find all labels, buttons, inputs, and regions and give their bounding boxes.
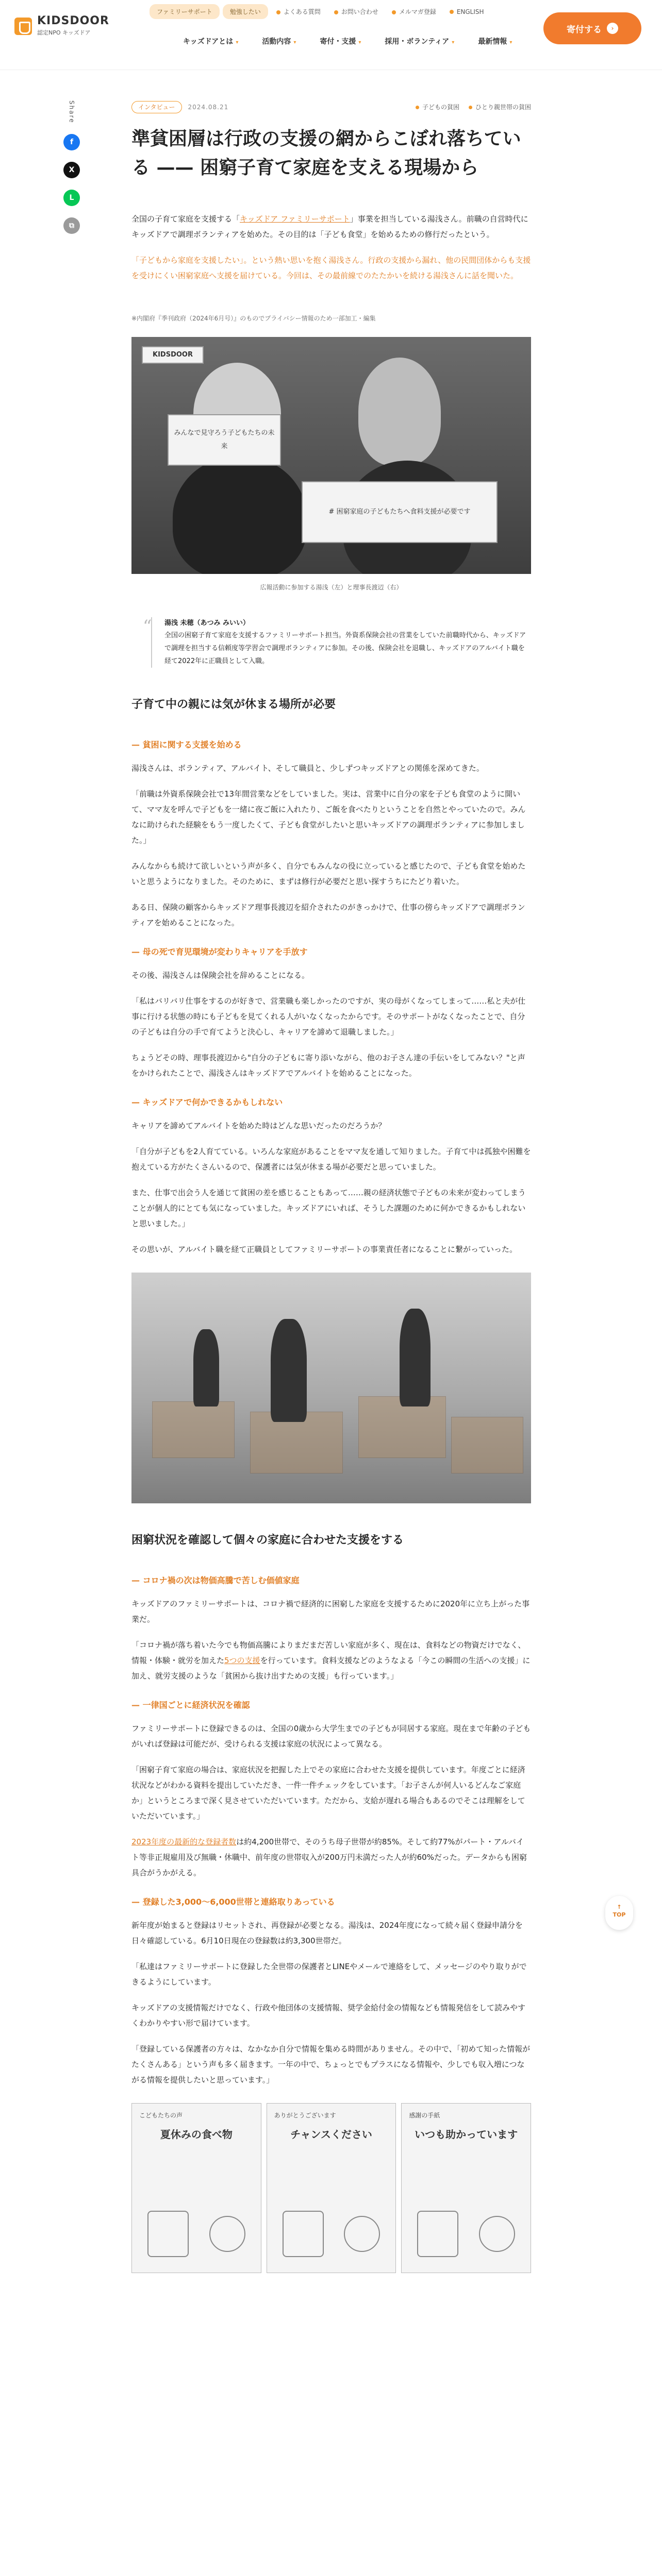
nav-item-about[interactable]: キッズドアとは ▾ xyxy=(183,36,238,46)
donate-button[interactable] xyxy=(543,12,641,44)
logo-text: KIDSDOOR xyxy=(37,14,109,27)
arrow-up-icon: ↑ xyxy=(617,1904,622,1910)
category-single-parent[interactable]: ひとり親世帯の貧困 xyxy=(469,101,531,113)
lead-paragraph-1 xyxy=(131,211,531,242)
interview-photo xyxy=(131,337,531,574)
paragraph: 新年度が始まると登録はリセットされ、再登録が必要となる。湯浅は、2024年度になって続々届く登録申請分を日々確認している。6月10日現在の登録数は約3,300世帯だ。 xyxy=(131,1921,523,1946)
profile-name: 湯浅 未穂（あつみ みいい） xyxy=(164,619,250,627)
drawing-shape xyxy=(283,2211,324,2257)
paragraph: 「登録している保護者の方々は、なかなか自分で情報を集める時間がありません。その中で、「初めて知った情報がたくさんある」という声も多く届きます。一年の中で、ちょっとでもプラスになる情報や、少しでも収入増につながる情報を提供したいと思っています。」 xyxy=(131,2044,531,2085)
utility-nav xyxy=(150,4,489,19)
paragraph: ちょうどその時、理事長渡辺から"自分の子どもに寄り添いながら、他のお子さん達の手伝いをしてみない？"と声をかけられたことで、湯浅さんはキッズドアでアルバイトを始めることになった。 xyxy=(131,1053,525,1078)
paragraph-text: を行っています。食料支援などのようなよる「今この瞬間の生活への支援」に加え、就労支援のような「貧困から抜け出すための支援」も行っています。」 xyxy=(131,1656,531,1681)
letter-card-note: 感謝の手紙 xyxy=(409,2112,440,2120)
paragraph: 「自分が子どもを2人育てている。いろんな家庭があることをママ友を通して知りました。子育て中は孤独や困難を抱えている方がたくさんいるので、保護者には気が休まる場が必要だと思っていました。 xyxy=(131,1147,531,1172)
person-right xyxy=(358,358,441,466)
letter-card-note: ありがとうございます xyxy=(274,2112,336,2120)
article-body xyxy=(131,693,531,2088)
utility-link-study[interactable]: 勉強したい xyxy=(223,4,268,19)
logo-icon xyxy=(14,18,32,35)
photo-figure xyxy=(193,1329,219,1406)
paragraph: キッズドアの支援情報だけでなく、行政や他団体の支援情報、奨学金給付金の情報なども情報発信をして読みやすくわかりやすい形で届けています。 xyxy=(131,2003,525,2028)
paragraph-text: 「コロナ禍が落ち着いた今でも物価高騰によりまだまだ苦しい家庭が多く、現在は、食料などの物資だけでなく、情報・体験・就労を加えた xyxy=(131,1640,526,1666)
nav-item-recruit[interactable]: 採用・ボランティア ▾ xyxy=(385,36,454,46)
share-label: Share xyxy=(68,100,75,124)
main-nav xyxy=(183,36,512,46)
profile-text: 全国の困窮子育て家庭を支援するファミリーサポート担当。外資系保険会社の営業をしていた前職時代から、キッズドアで調理を担当する信頼度等学習会で調理ボランティアに参加。その後、保険会社を退職し、キッズドアのアルバイト職を経て2022年に正職員として入職。 xyxy=(164,632,526,665)
share-bar xyxy=(63,100,80,245)
back-to-top-label: TOP xyxy=(613,1911,626,1919)
utility-link-family-support[interactable]: ファミリーサポート xyxy=(150,4,220,19)
subheading-1: — 貧困に関する支援を始める xyxy=(131,737,531,753)
drawing-shape xyxy=(417,2211,458,2257)
article-lead xyxy=(131,211,531,283)
link-icon: ⧉ xyxy=(69,221,74,230)
photo-caption: 広報活動に参加する湯浅（左）と理事長渡辺（右） xyxy=(260,583,403,591)
paragraph: 湯浅さんは、ボランティア、アルバイト、そして職員と、少しずつキッズドアとの関係を深めてきた。 xyxy=(131,764,484,773)
registration-stats-link[interactable]: 2023年度の最新的な登録者数 xyxy=(131,1837,237,1847)
utility-link-newsletter[interactable]: メルマガ登録 xyxy=(387,4,441,19)
five-supports-link[interactable]: 5つの支援 xyxy=(224,1656,260,1666)
letter-card xyxy=(267,2103,396,2273)
subheading-3: — キッズドアで何かできるかもしれない xyxy=(131,1094,531,1111)
letter-card-title: チャンスください xyxy=(290,2128,372,2141)
photo-figure xyxy=(400,1309,431,1406)
paragraph: また、仕事で出会う人を通じて貧困の差を感じることもあって……親の経済状態で子どもの未来が変わってしまうことが個人的にとても気になっていました。キッズドアにいれば、そうした課題のために何かできるかもしれないと思いました。」 xyxy=(131,1188,526,1229)
letter-card-title: 夏休みの食べ物 xyxy=(160,2128,233,2141)
paragraph: 「困窮子育て家庭の場合は、家庭状況を把握した上でその家庭に合わせた支援を提供しています。年度ごとに経済状況などがわかる資料を提出していただき、一件一件チェックをしています。「お子さんが何人いるどんなご家庭か」というところまで深く見させていただいています。ただから、支給が遅れる場合もあるのでそこは理解をしていただいています。」 xyxy=(131,1765,525,1821)
paragraph: 「私はバリバリ仕事をするのが好きで、営業職も楽しかったのですが、実の母がくなってしまって……私と夫が仕事に行ける状態の時にも子どもを見てくれる人がいなくなったからです。そのサポートがなくなったことで、自分の子どもは自分の手で育てようと決心し、キャリアを諦めて退職しました。」 xyxy=(131,996,526,1037)
facebook-icon: f xyxy=(70,138,74,146)
lead-text: 全国の子育て家庭を支援する「 xyxy=(131,214,240,224)
copy-link-button[interactable] xyxy=(63,217,80,234)
line-icon: L xyxy=(69,193,74,202)
line-share-button[interactable] xyxy=(63,190,80,206)
letter-card xyxy=(401,2103,531,2273)
article-meta xyxy=(131,101,531,113)
section-heading-2: 困窮状況を確認して個々の家庭に合わせた支援をする xyxy=(131,1534,404,1547)
source-note: ※内閣府『季刊政府（2024年6月号）』のものでプライバシー情報のため一部加工・編集 xyxy=(131,314,376,322)
photo-figure xyxy=(271,1319,307,1422)
letter-card-title: いつも助かっています xyxy=(415,2128,518,2141)
photo-logo-banner: KIDSDOOR xyxy=(142,346,204,364)
facebook-share-button[interactable] xyxy=(63,134,80,150)
arrow-right-icon: › xyxy=(607,23,618,34)
utility-link-contact[interactable]: お問い合わせ xyxy=(329,4,384,19)
quote-icon: “ xyxy=(143,616,152,637)
lead-paragraph-2: 「子どもから家庭を支援したい」。という熱い思いを抱く湯浅さん。行政の支援から漏れ、他の民間団体からも支援を受けにくい困窮家庭へ支援を届けている。今回は、その最前線でのたたかいを続ける湯浅さんに話を聞いた。 xyxy=(131,255,531,280)
paragraph: ファミリーサポートに登録できるのは、全国の0歳から大学生までの子どもが同居する家庭。現在まで年齢の子どもがいれば登録は可能だが、受けられる支援は家庭の状況によって異なる。 xyxy=(131,1724,531,1749)
article-categories xyxy=(416,101,531,113)
paragraph xyxy=(131,1834,531,1880)
paragraph: 「私達はファミリーサポートに登録した全世帯の保護者とLINEやメールで連絡をして、メッセージのやり取りができるようにしています。 xyxy=(131,1962,527,1987)
letter-card xyxy=(131,2103,261,2273)
paragraph: キャリアを諦めてアルバイトを始めた時はどんな思いだったのだろうか？ xyxy=(131,1121,386,1131)
nav-item-donate-support[interactable]: 寄付・支援 ▾ xyxy=(320,36,361,46)
back-to-top-button[interactable] xyxy=(605,1896,633,1930)
article-tag[interactable]: インタビュー xyxy=(131,101,182,113)
section-heading-1: 子育て中の親には気が休まる場所が必要 xyxy=(131,698,336,711)
photo-sign-2: # 困窮家庭の子どもたちへ食料支援が必要です xyxy=(302,481,498,543)
warehouse-photo xyxy=(131,1273,531,1503)
paragraph: その思いが、アルバイト職を経て正職員としてファミリーサポートの事業責任者になることに繋がっていった。 xyxy=(131,1245,518,1255)
utility-link-english[interactable]: ENGLISH xyxy=(444,5,489,19)
paragraph: その後、湯浅さんは保険会社を辞めることになる。 xyxy=(131,971,310,980)
article-date: 2024.08.21 xyxy=(188,104,229,111)
drawing-shape xyxy=(147,2211,189,2257)
utility-link-faq[interactable]: よくある質問 xyxy=(271,4,326,19)
photo-box xyxy=(451,1417,523,1473)
nav-item-activities[interactable]: 活動内容 ▾ xyxy=(262,36,296,46)
site-header xyxy=(0,0,662,70)
photo-sign-1: みんなで見守ろう子どもたちの未来 xyxy=(168,414,281,466)
subheading-6: — 登録した3,000〜6,000世帯と連絡取りあっている xyxy=(131,1894,531,1910)
article xyxy=(131,101,531,2273)
paragraph: キッズドアのファミリーサポートは、コロナ禍で経済的に困窮した家庭を支援するために2020年に立ち上がった事業だ。 xyxy=(131,1599,530,1624)
letter-card-note: こどもたちの声 xyxy=(139,2112,183,2120)
x-share-button[interactable] xyxy=(63,162,80,178)
person-left-body xyxy=(173,455,307,574)
profile-box xyxy=(143,616,531,668)
letters-gallery xyxy=(131,2103,531,2273)
nav-item-news[interactable]: 最新情報 ▾ xyxy=(478,36,512,46)
x-icon: X xyxy=(69,165,75,174)
paragraph xyxy=(131,1637,531,1684)
paragraph: 「前職は外資系保険会社で13年間営業などをしていました。実は、営業中に自分の家を子ども食堂のように開いて、ママ友を呼んで子どもを一緒に夜ご飯に入れたり、ご飯を食べたりということを自然とやっていたので。みんなに助けられた経験をもう一度したくて、子ども食堂がしたいと思いキッズドアの調理ボランティアに参加しました。」 xyxy=(131,789,526,845)
family-support-link[interactable]: キッズドア ファミリーサポート xyxy=(240,214,350,224)
paragraph: みんなからも続けて欲しいという声が多く、自分でもみんなの役に立っていると感じたので、子ども食堂を始めたいと思うようになりました。そのために、まずは修行が必要だと思い探すうちにたどり着いた。 xyxy=(131,861,526,887)
article-title: 準貧困層は行政の支援の網からこぼれ落ちている —— 困窮子育て家庭を支える現場から xyxy=(131,128,521,178)
drawing-shape xyxy=(209,2216,245,2252)
subheading-5: — 一律国ごとに経済状況を確認 xyxy=(131,1697,531,1714)
photo-box xyxy=(152,1401,235,1458)
paragraph-text: は約4,200世帯で、そのうち母子世帯が約85%。そして約77%がパート・アルバイト等非正規雇用及び無職・休職中、前年度の世帯収入が200万円未満だった人が約60%だった。データからも困窮具合がうかがえる。 xyxy=(131,1837,527,1878)
paragraph: ある日、保険の顧客からキッズドア理事長渡辺を紹介されたのがきっかけで、仕事の傍らキッズドアで調理ボランティアを始めることになった。 xyxy=(131,903,525,928)
category-child-poverty[interactable]: 子どもの貧困 xyxy=(416,101,459,113)
logo-subtext: 認定NPO キッズドア xyxy=(37,29,91,36)
lead-text: 」事業を担当している湯浅さん。前職の自営時代にキッズドアで調理ボランティアを始めた。その目的は「子ども食堂」を始めるための修行だったという。 xyxy=(131,214,528,239)
subheading-2: — 母の死で育児環境が変わりキャリアを手放す xyxy=(131,944,531,960)
drawing-shape xyxy=(479,2216,515,2252)
drawing-shape xyxy=(344,2216,380,2252)
site-logo[interactable] xyxy=(14,15,109,37)
subheading-4: — コロナ禍の次は物価高騰で苦しむ価値家庭 xyxy=(131,1572,531,1589)
donate-label: 寄付する xyxy=(567,24,602,35)
